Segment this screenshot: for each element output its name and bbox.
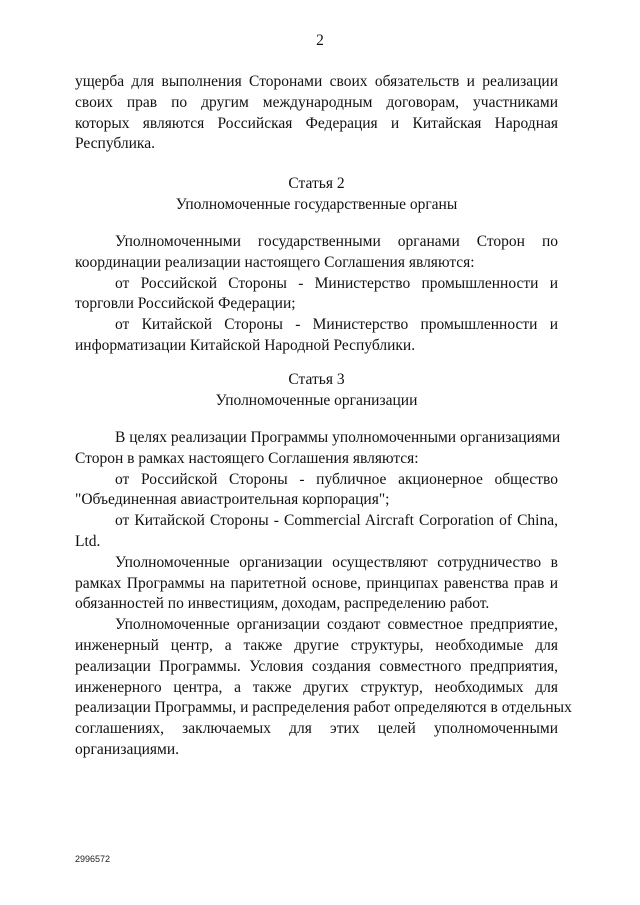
text-line: рамках Программы на паритетной основе, принципах равенства прав и [75,574,558,592]
page-number: 2 [316,32,324,49]
text-line: соглашениях, заключаемых для этих целей уполномоченными [75,720,558,738]
text-line: "Объединенная авиастроительная корпорация"; [75,491,390,509]
text-line: Сторон в рамках настоящего Соглашения являются: [75,449,419,467]
text-line: ущерба для выполнения Сторонами своих обязательств и реализации [75,73,558,90]
text-line: от Российской Стороны - публичное акционерное общество [115,470,558,488]
text-line: от Китайской Стороны - Министерство промышленности и [115,316,558,334]
text-line: обязанностей по инвестициям, доходам, распределению работ. [75,595,490,613]
article-2-body [75,232,558,357]
text-line: В целях реализации Программы уполномоченными организациями [115,429,561,446]
text-line: инженерный центр, а также другие структуры, необходимые для [75,636,558,654]
article-number: Статья 3 [288,371,345,388]
article-title: Уполномоченные государственные органы [175,195,458,213]
text-line: координации реализации настоящего Соглашения являются: [75,253,475,271]
text-line: инженерного центра, а также других структур, необходимых для [75,678,558,696]
text-line: от Российской Стороны - Министерство промышленности и [115,274,558,292]
article-title: Уполномоченные организации [215,391,418,409]
text-line: реализации Программы, и распределения работ определяются в отдельных [75,699,572,717]
text-line: которых являются Российская Федерация и Китайская Народная [75,114,558,132]
text-line: Уполномоченные организации создают совместное предприятие, [115,616,558,634]
text-line: Уполномоченными государственными органами Сторон по [115,233,558,250]
text-line: от Китайской Стороны - Commercial Aircraft Corporation of China, [115,512,558,530]
text-line: организациями. [75,740,180,758]
text-line: Республика. [75,135,155,153]
article-number: Статья 2 [288,175,345,192]
intro-paragraph [75,72,558,155]
text-line: реализации Программы. Условия создания совместного предприятия, [75,657,558,675]
text-line: информатизации Китайской Народной Республики. [75,336,416,354]
text-line: Ltd. [75,532,101,550]
document-code: 2996572 [75,854,111,864]
text-line: своих прав по другим международным договорам, участниками [75,93,558,111]
article-3-body [75,428,572,761]
article-2-heading [75,174,558,216]
article-3-heading [75,370,558,412]
text-line: Уполномоченные организации осуществляют сотрудничество в [115,553,558,571]
text-line: торговли Российской Федерации; [75,295,296,313]
